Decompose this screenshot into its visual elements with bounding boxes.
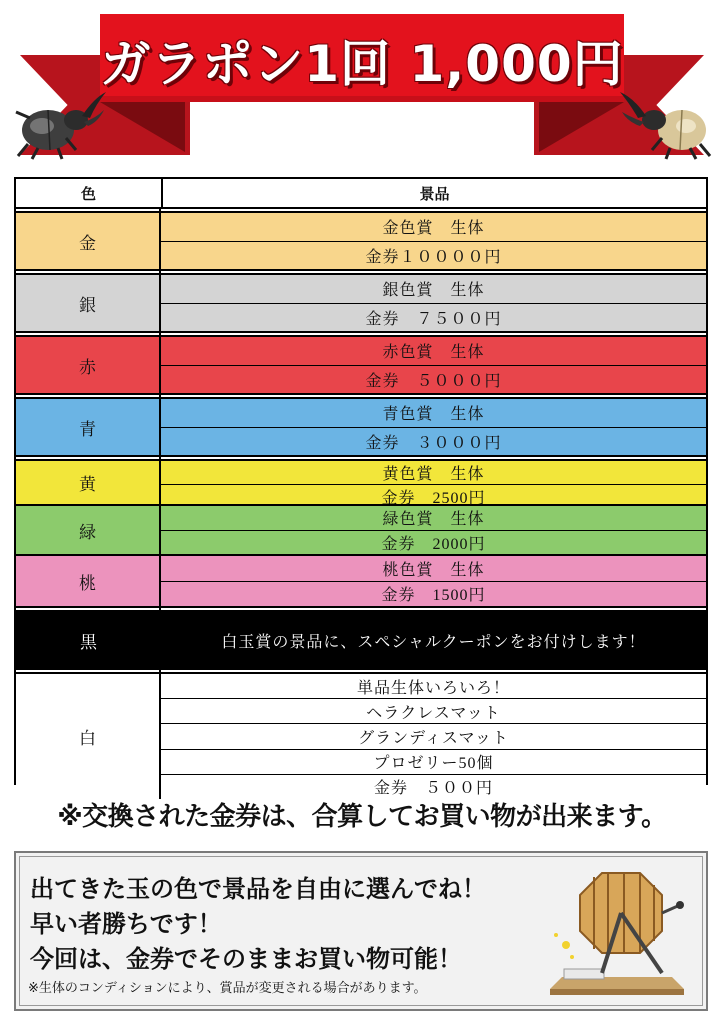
prize-table [14, 177, 708, 798]
prize-item: グランディスマット [161, 724, 706, 749]
header-prize: 景品 [419, 184, 450, 203]
prize-item: プロゼリー50個 [161, 750, 706, 775]
color-name: 青 [16, 399, 161, 455]
info-line-2: 早い者勝ちです！ [30, 910, 222, 938]
prize-item: 金券 ７５００円 [365, 310, 502, 328]
info-box [14, 851, 708, 1011]
prize-item: 金券 2000円 [381, 535, 486, 553]
row-pink [16, 556, 706, 608]
color-name: 緑 [16, 506, 161, 554]
beetle-right-icon [616, 88, 716, 160]
row-green [16, 506, 706, 556]
prize-item: 金券 ５００円 [373, 780, 493, 798]
prize-item: 黄色賞 生体 [161, 461, 706, 485]
row-black [16, 612, 706, 670]
beetle-left-icon [10, 88, 110, 160]
color-name: 桃 [16, 556, 161, 606]
info-footnote: ※生体のコンディションにより、賞品が変更される場合があります。 [28, 981, 427, 996]
prize-item: 金券 2500円 [381, 490, 486, 507]
prize-item: 白玉賞の景品に、スペシャルクーポンをお付けします！ [221, 633, 646, 651]
row-gold [16, 213, 706, 271]
prize-item: 金券 ３０００円 [365, 434, 502, 452]
row-yellow [16, 461, 706, 506]
table-header [16, 179, 706, 209]
lottery-drum-icon [542, 865, 692, 997]
prize-item: 金券１００００円 [365, 248, 502, 266]
color-name: 黒 [80, 632, 97, 652]
prize-item: 金券 ５０００円 [365, 372, 502, 390]
prize-item: 桃色賞 生体 [161, 556, 706, 582]
prize-item: 青色賞 生体 [161, 399, 706, 428]
prize-item: 銀色賞 生体 [161, 275, 706, 304]
voucher-note: ※交換された金券は、合算してお買い物が出来ます。 [57, 802, 667, 832]
header-color: 色 [16, 179, 163, 207]
row-silver [16, 275, 706, 333]
title-banner [100, 14, 624, 102]
prize-item: 単品生体いろいろ！ [161, 674, 706, 699]
color-name: 金 [16, 213, 161, 269]
prize-item: 金色賞 生体 [161, 213, 706, 242]
color-name: 赤 [16, 337, 161, 393]
info-line-3: 今回は、金券でそのままお買い物可能！ [30, 945, 462, 973]
prize-item: ヘラクレスマット [161, 699, 706, 724]
color-name: 黄 [16, 461, 161, 504]
color-name: 白 [16, 674, 161, 799]
prize-item: 金券 1500円 [381, 587, 486, 605]
prize-item: 緑色賞 生体 [161, 506, 706, 531]
color-name: 銀 [16, 275, 161, 331]
prize-item: 赤色賞 生体 [161, 337, 706, 366]
banner-title: ガラポン1回 1,000円 [100, 35, 624, 93]
row-red [16, 337, 706, 395]
row-blue [16, 399, 706, 457]
row-white [16, 674, 706, 799]
info-line-1: 出てきた玉の色で景品を自由に選んでね！ [30, 875, 486, 903]
